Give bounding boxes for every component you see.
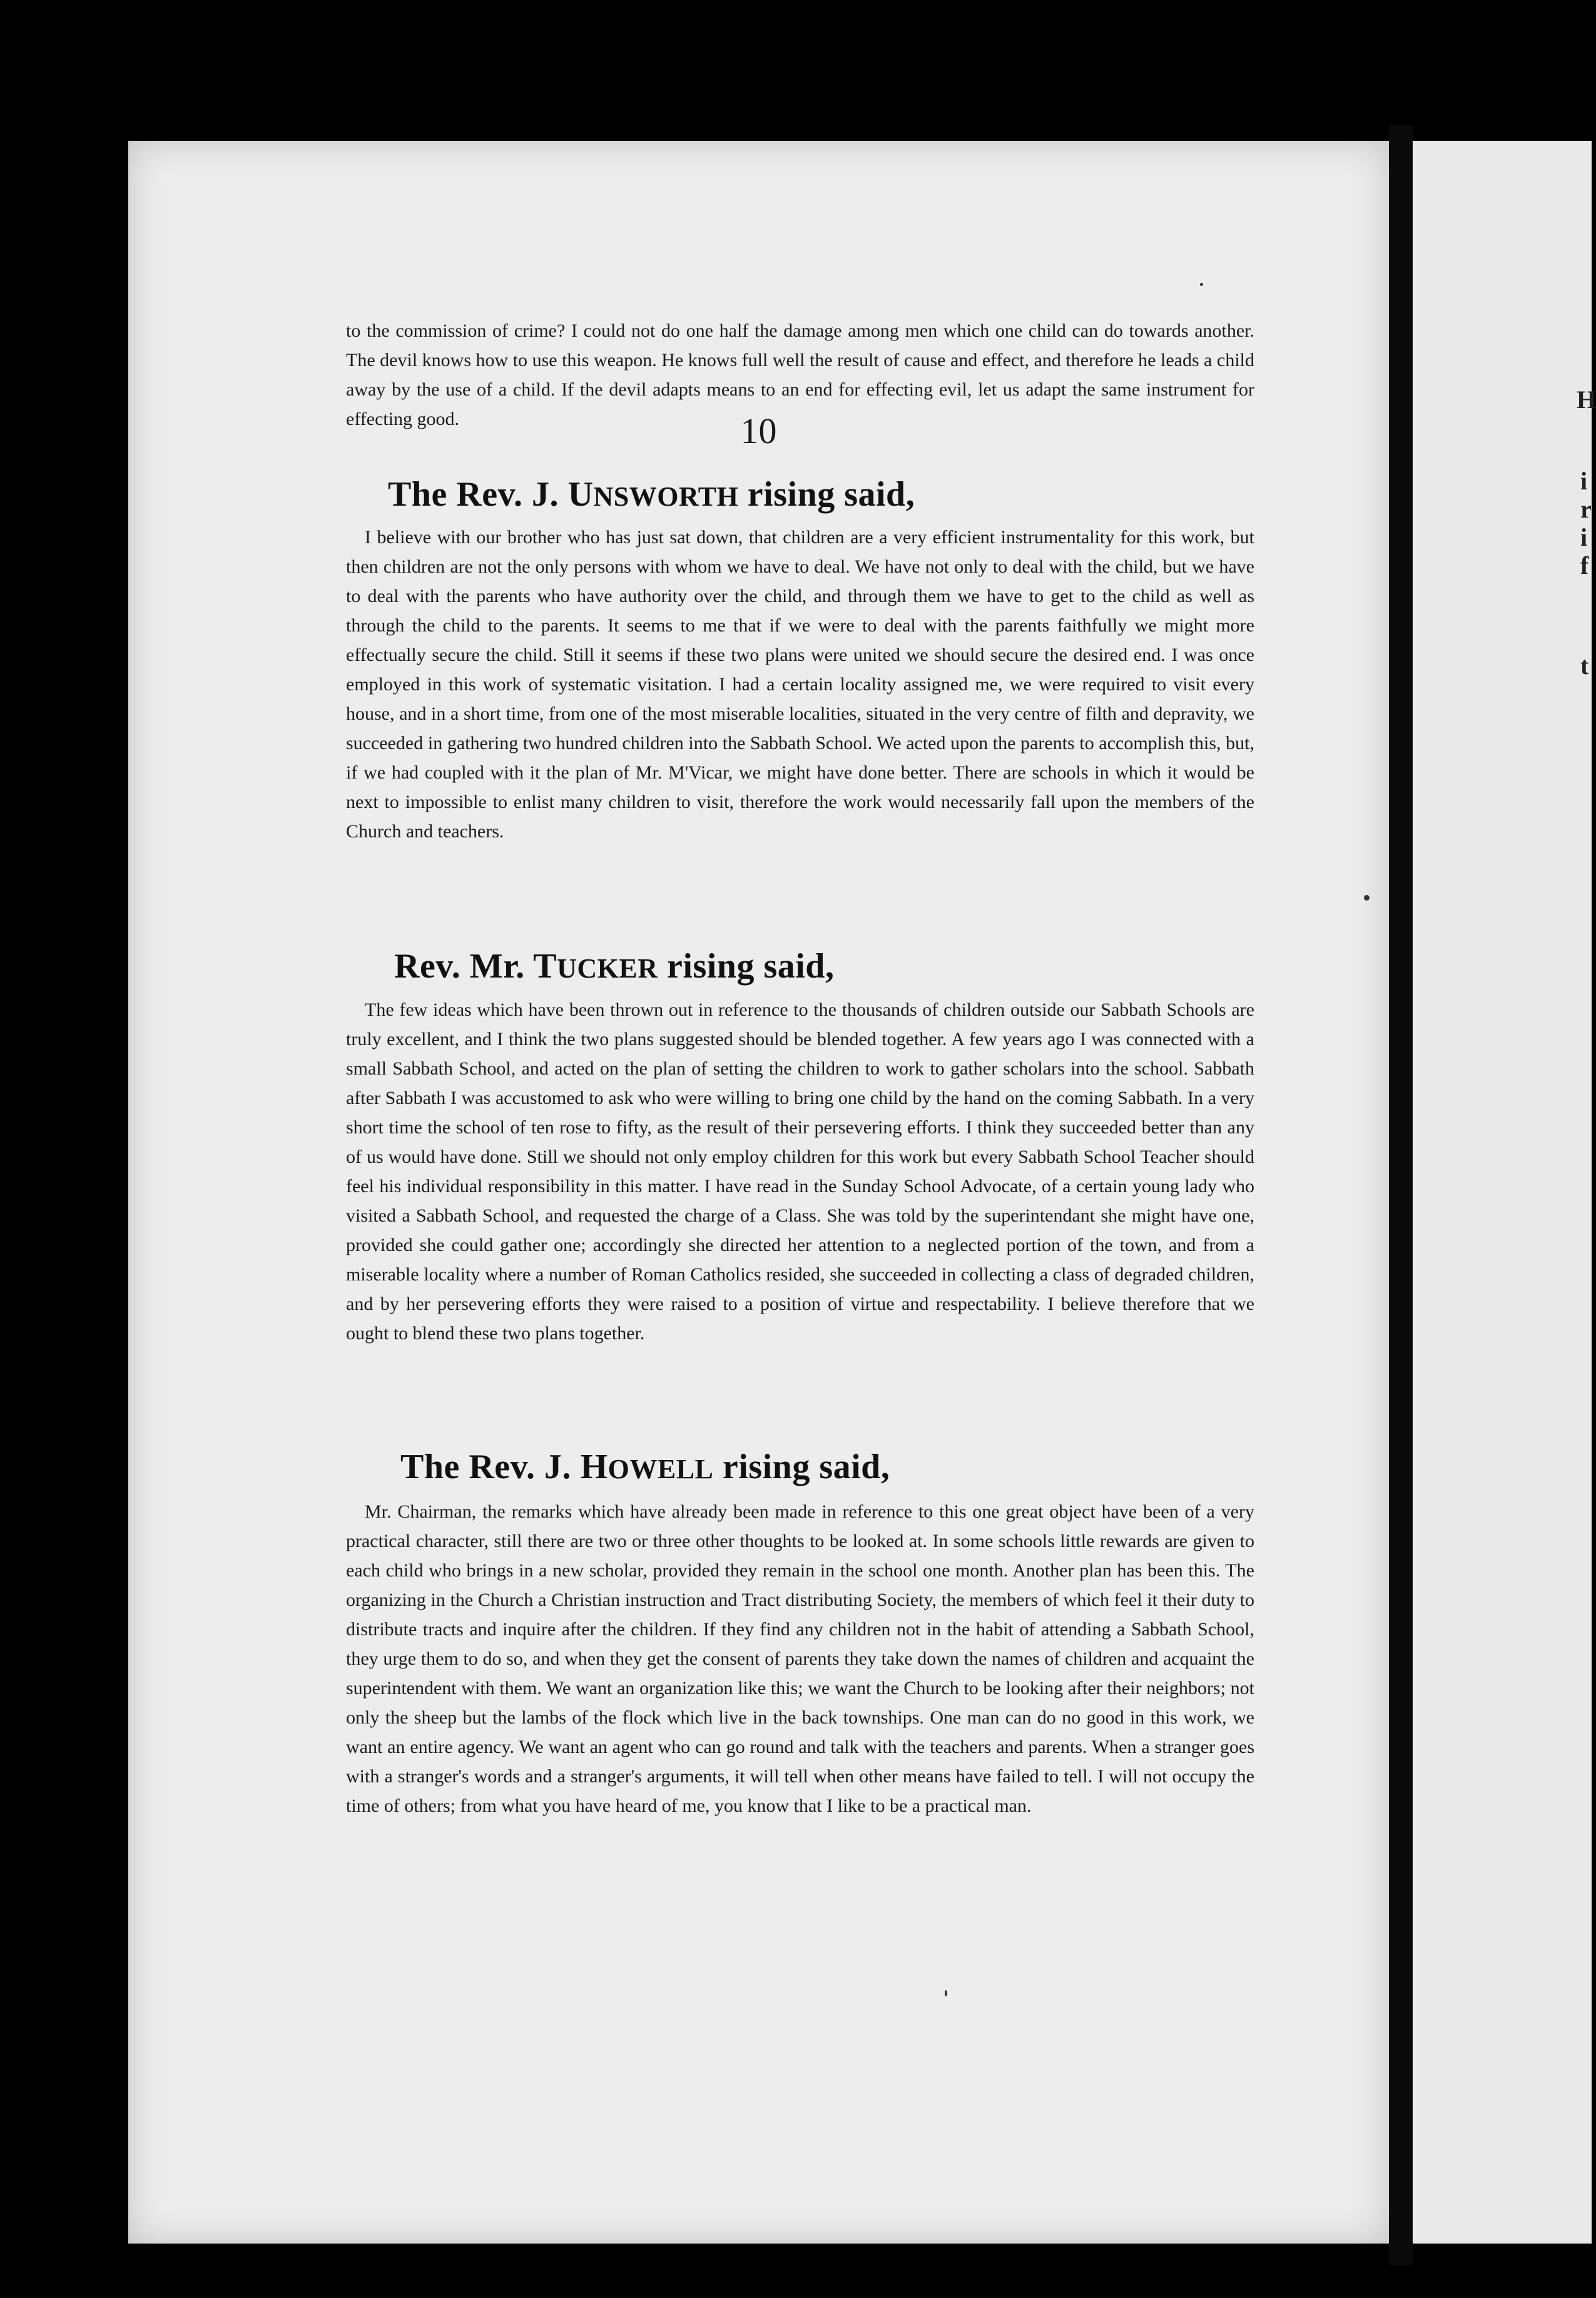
print-speck [945, 1990, 947, 1996]
heading-suffix: rising said, [738, 475, 915, 514]
heading-name-rest: NSWORTH [593, 481, 739, 512]
paragraph-tucker: The few ideas which have been thrown out in reference to the thousands of children outside our Sabbath Schools are truly excellent, and I think the two plans suggested should be blended together. A few years ago I was connected with a small Sabbath School, and acted on the plan of setting the children to work to gather scholars into the school. Sabbath after Sabbath I was accustomed to ask who were willing to bring one child by the hand on the coming Sabbath. In a very short time the school of ten rose to fifty, as the result of their persevering efforts. I think they succeeded better than any of us would have done. Still we should not only employ children for this work but every Sabbath School Teacher should feel his individual responsibility in this matter. I have read in the Sunday School Advocate, of a certain young lady who visited a Sabbath School, and requested the charge of a Class. She was told by the superintendant she might have one, provided she could gather one; accordingly she directed her attention to a neglected portion of the town, and from a miserable locality where a number of Roman Catholics resided, she succeeded in collecting a class of degraded children, and by her persevering efforts they were raised to a position of virtue and respectability. I believe therefore that we ought to blend these two plans together. [346, 999, 1254, 1344]
edge-fragment: r [1580, 495, 1592, 523]
heading-suffix: rising said, [713, 1448, 890, 1486]
heading-prefix: Rev. Mr. [394, 947, 534, 986]
heading-suffix: rising said, [658, 947, 835, 986]
heading-prefix: The Rev. J. [388, 475, 568, 514]
microfilm-border [0, 0, 1592, 144]
heading-unsworth [388, 474, 915, 514]
print-speck [1364, 895, 1370, 901]
edge-fragment: t [1580, 651, 1589, 680]
heading-name-rest: UCKER [557, 953, 658, 984]
heading-howell [400, 1447, 890, 1487]
heading-name-rest: OWELL [607, 1454, 714, 1484]
heading-name-initial: U [567, 475, 594, 514]
page-number: 10 [740, 411, 777, 451]
heading-prefix: The Rev. J. [400, 1448, 581, 1486]
paragraph-howell: Mr. Chairman, the remarks which have already been made in reference to this one great object have been of a very practical character, still there are two or three other thoughts to be looked at. In some schools little rewards are given to each child who brings in a new scholar, provided they remain in the school one month. Another plan has been this. The organizing in the Church a Christian instruction and Tract distributing Society, the members of which feel it their duty to distribute tracts and inquire after the children. If they find any children not in the habit of attending a Sabbath School, they urge them to do so, and when they get the consent of parents they take down the names of children and acquaint the superintendent with them. We want an organization like this; we want the Church to be looking after their neighbors; not only the sheep but the lambs of the flock which live in the back townships. One man can do no good in this work, we want an entire agency. We want an agent who can go round and talk with the teachers and parents. When a stranger goes with a stranger's words and a stranger's arguments, it will tell when other means have failed to tell. I will not occupy the time of others; from what you have heard of me, you know that I like to be a practical man. [346, 1501, 1254, 1816]
paragraph-intro: to the commission of crime? I could not do one half the damage among men which one child can do towards another. The devil knows how to use this weapon. He knows full well the result of cause and effect, and therefore he leads a child away by the use of a child. If the devil adapts means to an end for effecting evil, let us adapt the same instrument for effecting good. [346, 320, 1254, 429]
heading-name-initial: T [533, 947, 557, 986]
edge-fragment: f [1580, 551, 1589, 580]
heading-tucker [394, 946, 834, 986]
edge-fragment: H [1577, 386, 1596, 414]
print-speck [1200, 283, 1203, 286]
edge-fragment: i [1580, 523, 1588, 551]
edge-fragment: i [1580, 467, 1588, 495]
adjacent-page-edge [1413, 141, 1596, 2244]
page-gutter [1389, 125, 1413, 2265]
paragraph-unsworth: I believe with our brother who has just sat down, that children are a very efficient instrumentality for this work, but then children are not the only persons with whom we have to deal. We have not only to deal with the child, but we have to deal with the parents who have authority over the child, and through them we have to get to the child as well as through the child to the parents. It seems to me that if we were to deal with the parents faithfully we might more effectually secure the child. Still it seems if these two plans were united we should secure the desired end. I was once employed in this work of systematic visitation. I had a certain locality assigned me, we were required to visit every house, and in a short time, from one of the most miserable localities, situated in the very centre of filth and depravity, we succeeded in gathering two hundred children into the Sabbath School. We acted upon the parents to accomplish this, but, if we had coupled with it the plan of Mr. M'Vicar, we might have done better. There are schools in which it would be next to impossible to enlist many children to visit, therefore the work would necessarily fall upon the members of the Church and teachers. [346, 527, 1254, 842]
heading-name-initial: H [580, 1448, 608, 1486]
